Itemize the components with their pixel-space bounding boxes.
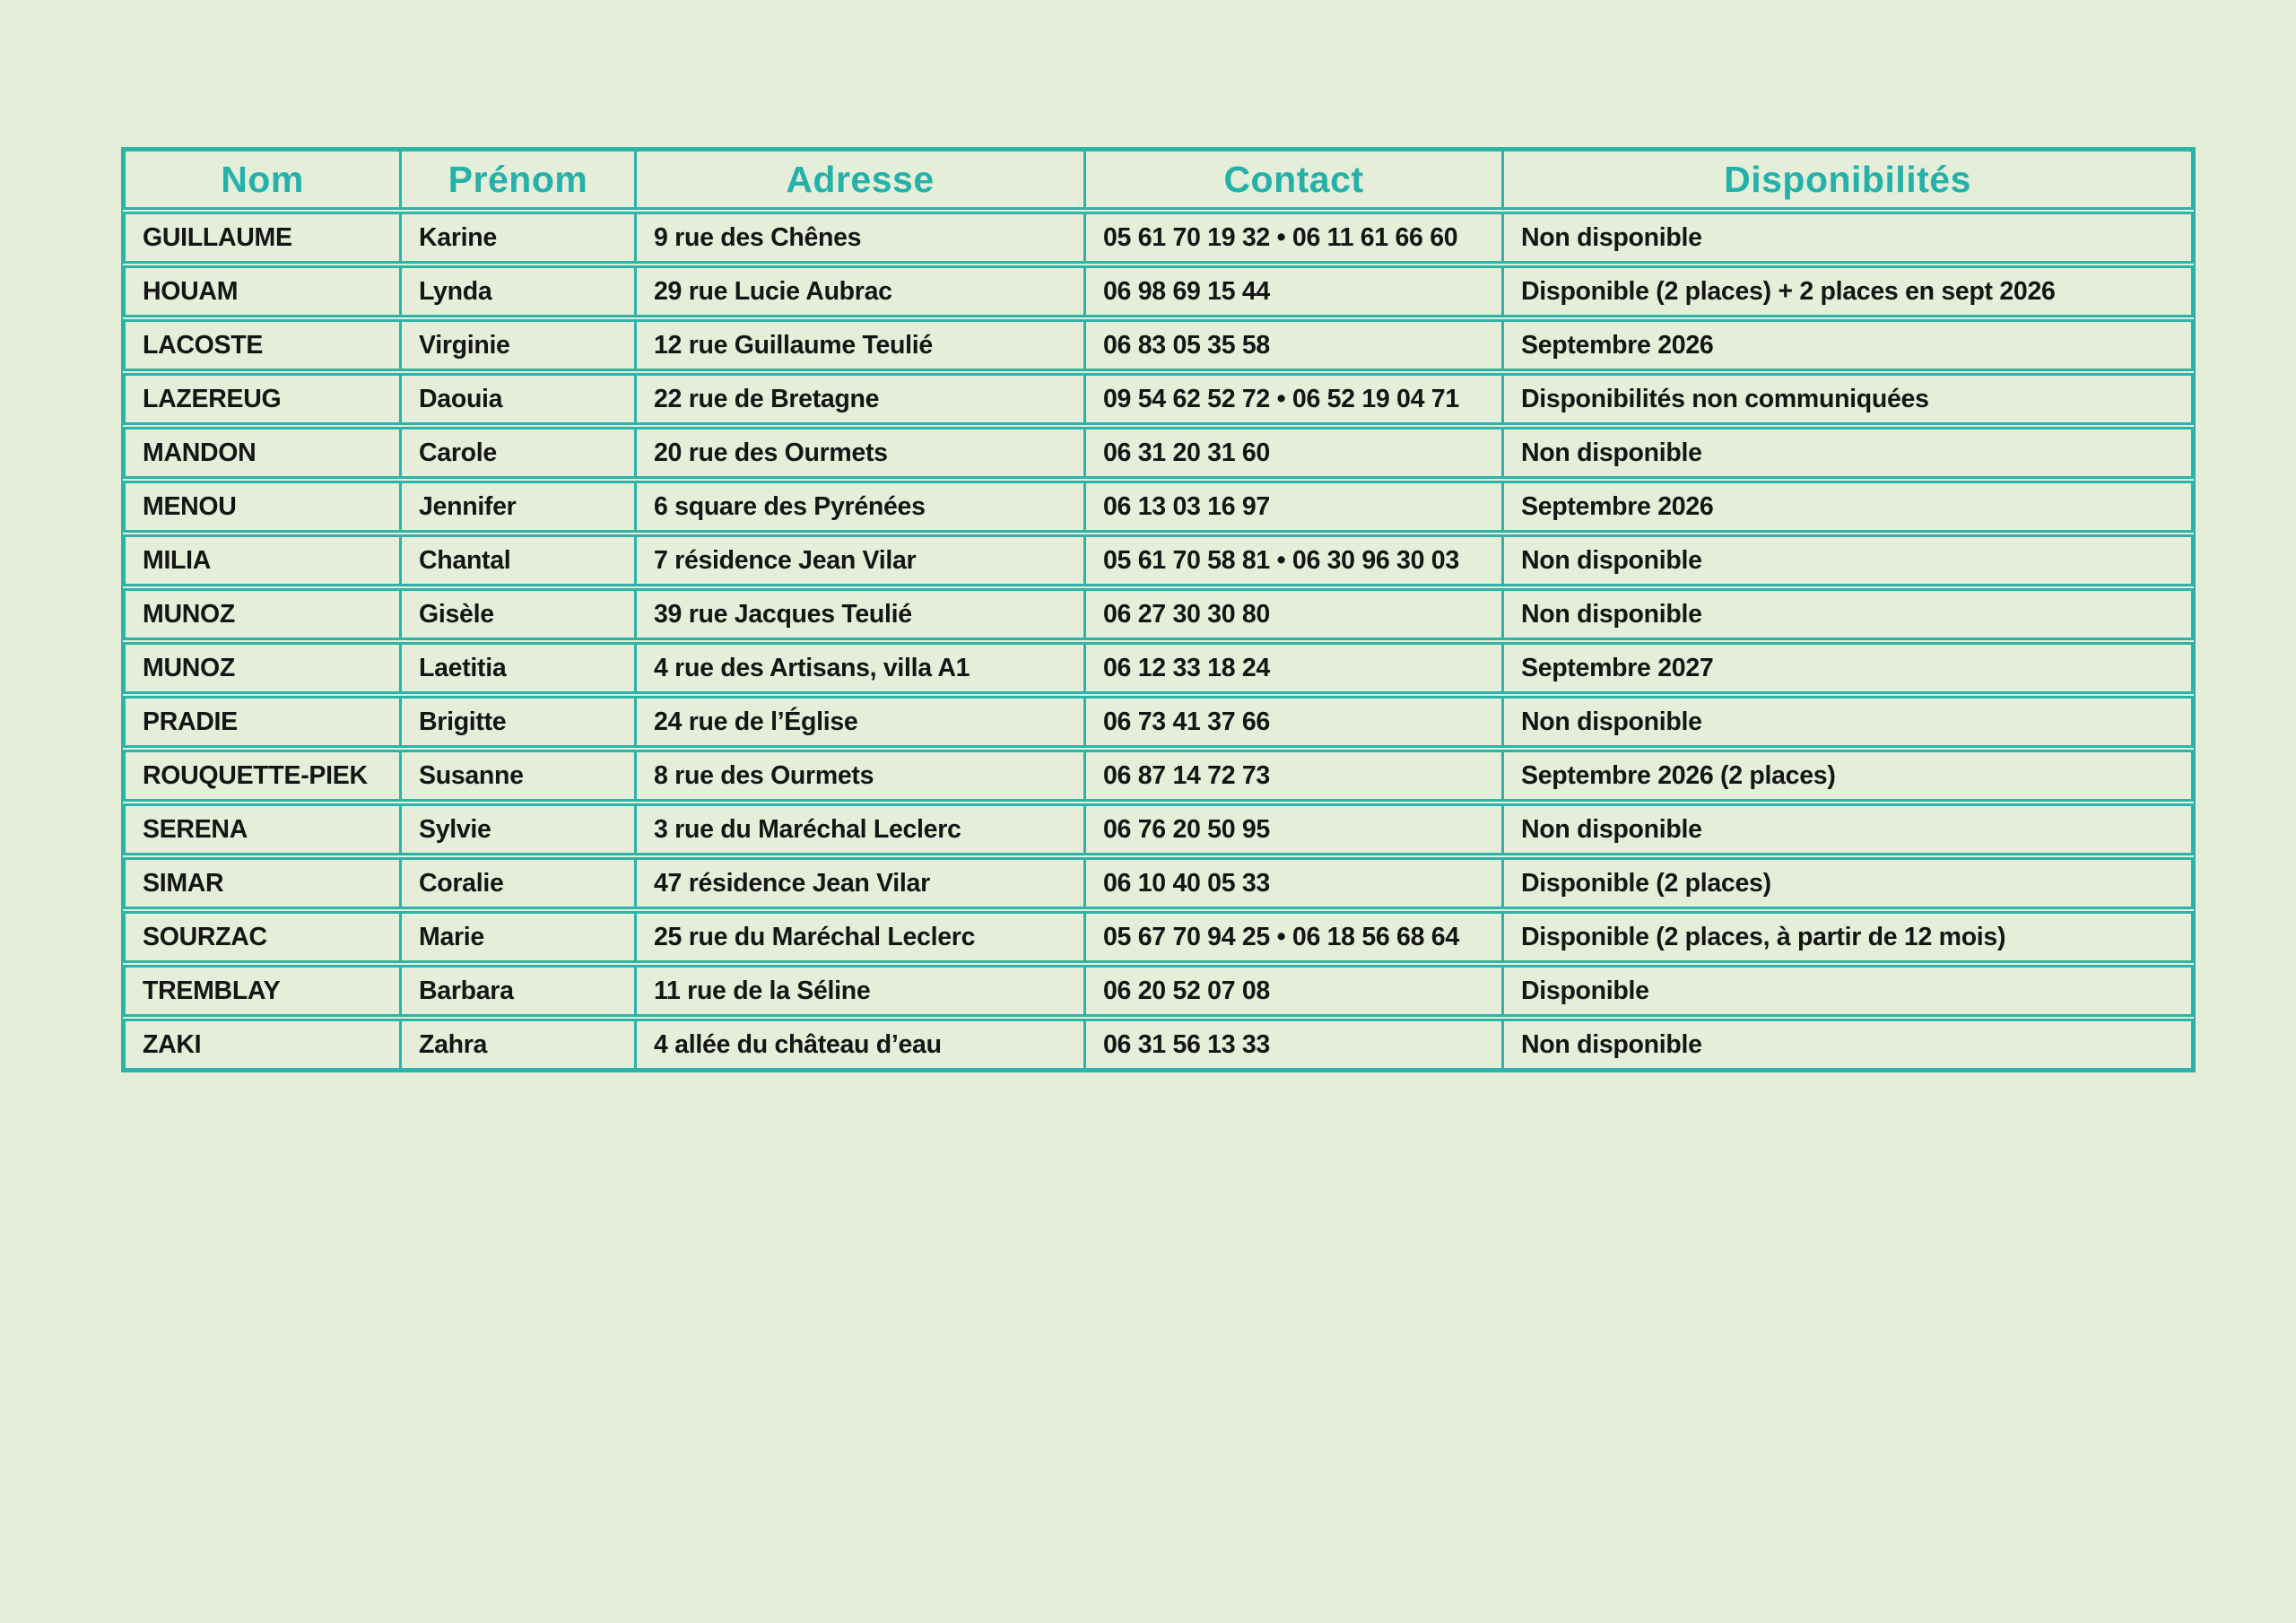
cell-disponibilites: Septembre 2027 <box>1521 653 1714 682</box>
table-row <box>123 642 2194 694</box>
cell-nom: GUILLAUME <box>126 214 402 261</box>
cell-nom: ROUQUETTE-PIEK <box>126 752 402 799</box>
cell-prenom: Coralie <box>402 860 637 907</box>
table-row <box>123 534 2194 586</box>
cell-prenom: Susanne <box>402 752 637 799</box>
cell-prenom: Daouia <box>402 376 637 422</box>
cell-nom: MANDON <box>126 430 402 476</box>
cell-contact: 05 61 70 58 81 • 06 30 96 30 03 <box>1086 537 1504 584</box>
cell-contact: 06 87 14 72 73 <box>1086 752 1504 799</box>
table-row <box>123 481 2194 533</box>
cell-prenom: Jennifer <box>402 483 637 530</box>
cell-nom: SERENA <box>126 806 402 853</box>
cell-contact: 06 20 52 07 08 <box>1086 968 1504 1014</box>
table-row <box>123 373 2194 425</box>
cell-disponibilites: Disponibilités non communiquées <box>1521 384 1929 413</box>
cell-nom: MILIA <box>126 537 402 584</box>
cell-nom: SOURZAC <box>126 914 402 960</box>
cell-adresse: 3 rue du Maréchal Leclerc <box>637 806 1086 853</box>
cell-adresse: 7 résidence Jean Vilar <box>637 537 1086 584</box>
cell-disponibilites: Septembre 2026 (2 places) <box>1521 760 1836 790</box>
cell-contact: 06 98 69 15 44 <box>1086 268 1504 315</box>
cell-nom: LAZEREUG <box>126 376 402 422</box>
cell-disponibilites: Non disponible <box>1521 1029 1702 1059</box>
cell-nom: SIMAR <box>126 860 402 907</box>
cell-prenom: Lynda <box>402 268 637 315</box>
table-row <box>123 696 2194 748</box>
cell-prenom: Karine <box>402 214 637 261</box>
cell-nom: TREMBLAY <box>126 968 402 1014</box>
cell-prenom: Sylvie <box>402 806 637 853</box>
cell-prenom: Carole <box>402 430 637 476</box>
cell-disponibilites: Non disponible <box>1521 438 1702 467</box>
cell-adresse: 47 résidence Jean Vilar <box>637 860 1086 907</box>
cell-prenom: Zahra <box>402 1021 637 1068</box>
cell-prenom: Marie <box>402 914 637 960</box>
cell-contact: 06 27 30 30 80 <box>1086 591 1504 638</box>
cell-disponibilites: Disponible (2 places, à partir de 12 mois) <box>1521 922 2006 951</box>
cell-contact: 05 67 70 94 25 • 06 18 56 68 64 <box>1086 914 1504 960</box>
cell-disponibilites: Non disponible <box>1521 599 1702 629</box>
cell-adresse: 9 rue des Chênes <box>637 214 1086 261</box>
availability-table <box>121 147 2196 1072</box>
cell-adresse: 11 rue de la Séline <box>637 968 1086 1014</box>
cell-prenom: Chantal <box>402 537 637 584</box>
table-row <box>123 319 2194 371</box>
column-header-disponibilites: Disponibilités <box>1724 158 1971 200</box>
table-row <box>123 911 2194 963</box>
cell-nom: MUNOZ <box>126 591 402 638</box>
cell-contact: 05 61 70 19 32 • 06 11 61 66 60 <box>1086 214 1504 261</box>
cell-disponibilites: Disponible (2 places) <box>1521 868 1771 898</box>
cell-nom: MENOU <box>126 483 402 530</box>
table-row <box>123 750 2194 802</box>
table-row <box>123 265 2194 317</box>
cell-prenom: Brigitte <box>402 699 637 745</box>
cell-nom: LACOSTE <box>126 322 402 369</box>
cell-contact: 06 13 03 16 97 <box>1086 483 1504 530</box>
cell-adresse: 25 rue du Maréchal Leclerc <box>637 914 1086 960</box>
cell-disponibilites: Non disponible <box>1521 707 1702 736</box>
table-row <box>123 212 2194 264</box>
cell-adresse: 4 allée du château d’eau <box>637 1021 1086 1068</box>
header-row <box>123 149 2194 210</box>
cell-contact: 06 83 05 35 58 <box>1086 322 1504 369</box>
column-header-adresse: Adresse <box>637 152 1086 207</box>
cell-prenom: Barbara <box>402 968 637 1014</box>
table-row <box>123 857 2194 909</box>
cell-adresse: 12 rue Guillaume Teulié <box>637 322 1086 369</box>
cell-disponibilites: Non disponible <box>1521 814 1702 844</box>
table-row <box>123 965 2194 1017</box>
cell-nom: ZAKI <box>126 1021 402 1068</box>
cell-adresse: 39 rue Jacques Teulié <box>637 591 1086 638</box>
cell-prenom: Virginie <box>402 322 637 369</box>
cell-prenom: Gisèle <box>402 591 637 638</box>
column-header-contact: Contact <box>1086 152 1504 207</box>
column-header-prenom: Prénom <box>402 152 637 207</box>
table-row <box>123 427 2194 479</box>
cell-prenom: Laetitia <box>402 645 637 691</box>
cell-disponibilites: Non disponible <box>1521 545 1702 575</box>
cell-disponibilites: Disponible <box>1521 976 1649 1005</box>
table-row <box>123 803 2194 855</box>
cell-adresse: 4 rue des Artisans, villa A1 <box>637 645 1086 691</box>
cell-adresse: 6 square des Pyrénées <box>637 483 1086 530</box>
table-row <box>123 1019 2194 1071</box>
cell-contact: 06 31 56 13 33 <box>1086 1021 1504 1068</box>
cell-contact: 06 10 40 05 33 <box>1086 860 1504 907</box>
cell-disponibilites: Septembre 2026 <box>1521 330 1714 360</box>
cell-nom: MUNOZ <box>126 645 402 691</box>
cell-contact: 09 54 62 52 72 • 06 52 19 04 71 <box>1086 376 1504 422</box>
cell-adresse: 8 rue des Ourmets <box>637 752 1086 799</box>
cell-adresse: 22 rue de Bretagne <box>637 376 1086 422</box>
cell-disponibilites: Septembre 2026 <box>1521 491 1714 521</box>
cell-nom: PRADIE <box>126 699 402 745</box>
cell-disponibilites: Disponible (2 places) + 2 places en sept 2026 <box>1521 276 2056 306</box>
cell-disponibilites: Non disponible <box>1521 222 1702 252</box>
column-header-nom: Nom <box>126 152 402 207</box>
cell-contact: 06 73 41 37 66 <box>1086 699 1504 745</box>
cell-contact: 06 12 33 18 24 <box>1086 645 1504 691</box>
cell-contact: 06 31 20 31 60 <box>1086 430 1504 476</box>
cell-adresse: 24 rue de l’Église <box>637 699 1086 745</box>
cell-adresse: 29 rue Lucie Aubrac <box>637 268 1086 315</box>
cell-contact: 06 76 20 50 95 <box>1086 806 1504 853</box>
table-row <box>123 588 2194 640</box>
cell-nom: HOUAM <box>126 268 402 315</box>
cell-adresse: 20 rue des Ourmets <box>637 430 1086 476</box>
